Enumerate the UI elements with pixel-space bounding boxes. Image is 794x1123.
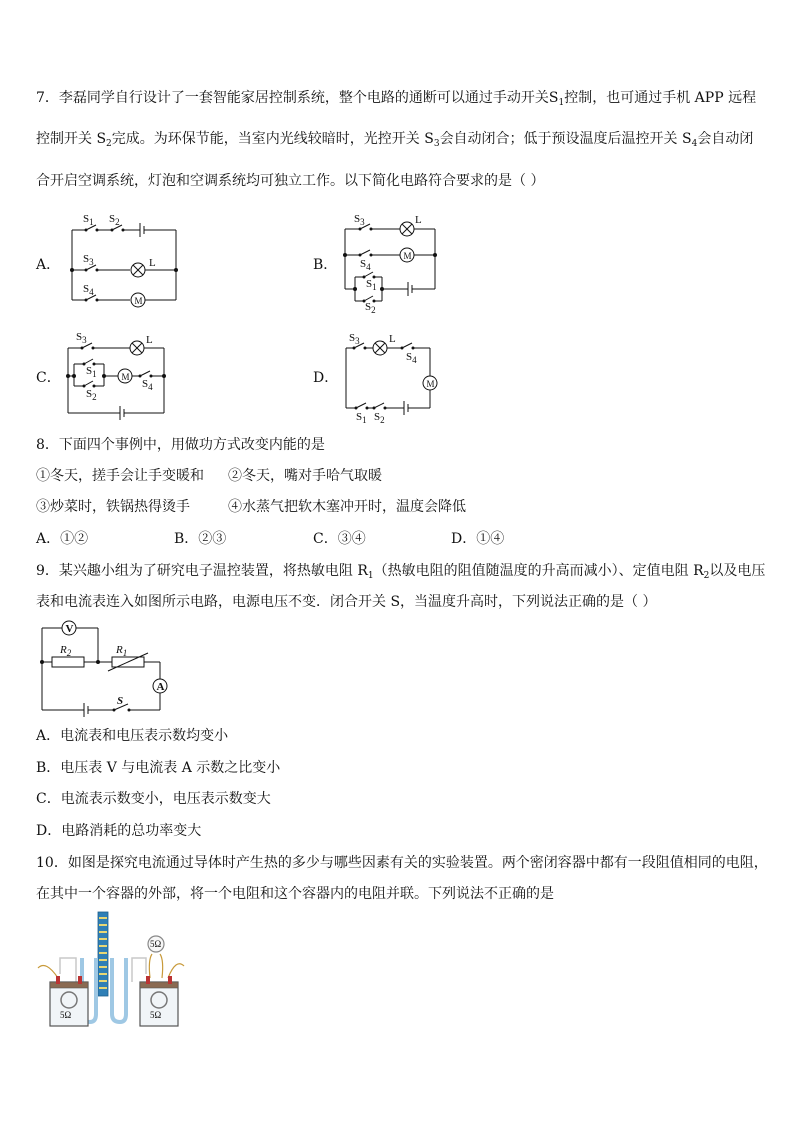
svg-text:M: M (426, 379, 435, 389)
svg-text:S3: $S_3$ (349, 332, 360, 346)
svg-text:S2: $S_2$ (365, 301, 376, 315)
svg-text:L: L (415, 214, 422, 226)
q9-option-d: D．电路消耗的总功率变大 (36, 823, 202, 839)
q9-stem-line-1: 9．某兴趣小组为了研究电子温控装置，将热敏电阻 $R_1$（热敏电阻的阻值随温度的升高而减小）、定值电阻 $R_2$以及电压 (36, 563, 766, 581)
q10-stem-line-2: 在其中一个容器的外部，将一个电阻和这个容器内的电阻并联。下列说法不正确的是 (36, 886, 554, 902)
svg-text:V: V (65, 623, 74, 635)
q8-option-d: D．①④ (451, 531, 505, 547)
q7-option-d-label: D． (313, 370, 339, 386)
external-resistor-label: 5Ω (150, 939, 162, 949)
q7-stem-line-3: 合开启空调系统，灯泡和空调系统均可独立工作。以下简化电路符合要求的是（ ） (36, 173, 545, 189)
q8-item-1: ①冬天，搓手会让手变暖和 (36, 468, 204, 484)
q8-item-4: ④水蒸气把软木塞冲开时，温度会降低 (228, 499, 466, 515)
svg-text:S3: $S_3$ (354, 213, 365, 227)
q8-option-c: C．③④ (313, 531, 366, 547)
q7-stem-line-2: 控制开关 $S_2$完成。为环保节能，当室内光线较暗时，光控开关 $S_3$会自动闭合；低于预设温度后温控开关 $S_4$会自动闭 (36, 131, 754, 149)
q8-stem: 8．下面四个事例中，用做功方式改变内能的是 (36, 437, 325, 453)
svg-text:S1: $S_1$ (366, 278, 377, 292)
svg-text:L: L (389, 333, 396, 345)
q8-item-2: ②冬天，嘴对手哈气取暖 (228, 468, 382, 484)
right-container-resistor-label: 5Ω (150, 1010, 162, 1020)
svg-text:M: M (403, 251, 412, 261)
svg-text:S2: $S_2$ (374, 411, 385, 425)
q9-option-a: A．电流表和电压表示数均变小 (36, 728, 229, 744)
q9-circuit (36, 618, 176, 720)
q7-circuit-c (60, 328, 180, 418)
q8-option-a: A．①② (36, 531, 89, 547)
svg-text:S2: $S_2$ (86, 388, 97, 402)
q7-circuit-a (60, 212, 190, 307)
q8-option-b: B．②③ (174, 531, 227, 547)
svg-text:L: L (146, 334, 153, 346)
q8-item-3: ③炒菜时，铁锅热得烫手 (36, 499, 190, 515)
svg-text:S2: $S_2$ (109, 213, 120, 227)
q7-circuit-d (340, 330, 450, 425)
svg-text:L: L (149, 257, 156, 269)
left-container-resistor-label: 5Ω (60, 1010, 72, 1020)
svg-text:S4: $S_4$ (406, 351, 417, 365)
svg-text:S3: $S_3$ (76, 331, 87, 345)
svg-text:A: A (156, 681, 165, 693)
q7-stem-line-1: 7．李磊同学自行设计了一套智能家居控制系统，整个电路的通断可以通过手动开关$S_1$控制，也可通过手机 APP 远程 (36, 90, 757, 108)
svg-text:S3: $S_3$ (83, 253, 94, 267)
svg-text:S4: $S_4$ (83, 283, 94, 297)
svg-text:S1: $S_1$ (83, 213, 94, 227)
svg-text:R2: $R_2$ (60, 644, 72, 658)
svg-text:S: S (117, 695, 124, 707)
q10-apparatus-figure (36, 908, 186, 1032)
q7-option-a-label: A． (36, 257, 61, 273)
svg-text:R1: $R_1$ (116, 644, 128, 658)
q7-option-c-label: C． (36, 370, 61, 386)
svg-text:S1: $S_1$ (356, 411, 367, 425)
svg-text:S4: $S_4$ (142, 378, 153, 392)
q7-circuit-b (340, 213, 450, 313)
q9-option-b: B．电压表 V 与电流表 A 示数之比变小 (36, 760, 281, 776)
svg-text:S4: $S_4$ (360, 258, 371, 272)
svg-text:M: M (121, 372, 130, 382)
svg-text:S1: $S_1$ (86, 365, 97, 379)
q9-option-c: C．电流表示数变小，电压表示数变大 (36, 791, 271, 807)
q10-stem-line-1: 10．如图是探究电流通过导体时产生热的多少与哪些因素有关的实验装置。两个密闭容器中都有一段阻值相同的电阻， (36, 855, 768, 871)
svg-text:M: M (134, 296, 143, 306)
q7-option-b-label: B． (313, 257, 338, 273)
q9-stem-line-2: 表和电流表连入如图所示电路，电源电压不变．闭合开关 S，当温度升高时，下列说法正确的是（ ） (36, 594, 657, 610)
